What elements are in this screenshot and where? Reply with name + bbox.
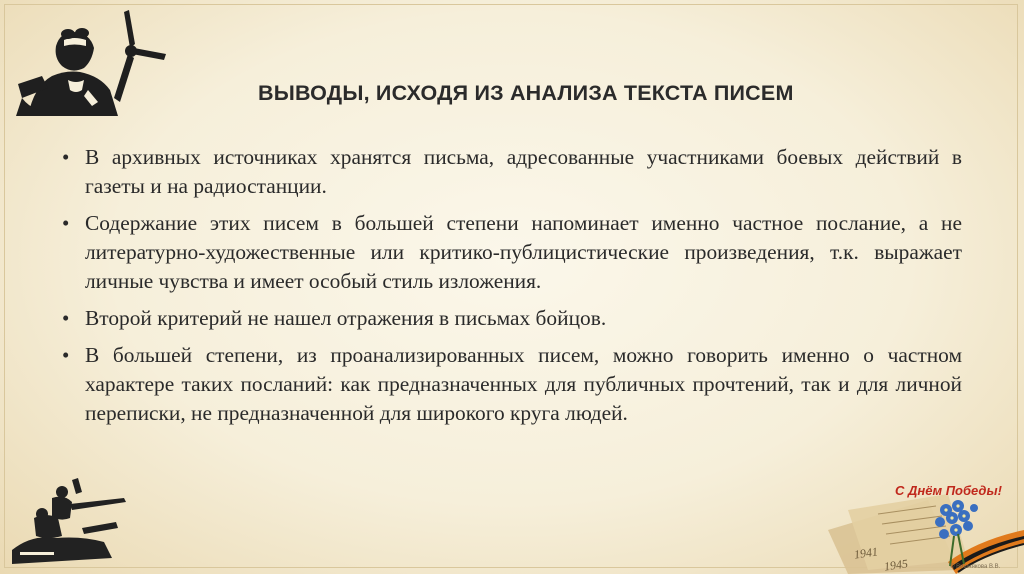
year-end: 1945: [883, 556, 909, 574]
bullet-text: Содержание этих писем в большей степени напоминает именно частное послание, а не литературно-художественные или критико-публицистические произведения, т.к. выражает личные чувства и имеет особый стиль изложения.: [85, 211, 962, 293]
bullet-marker: •: [62, 211, 70, 235]
list-item: [62, 341, 962, 428]
year-start: 1941: [853, 544, 879, 562]
list-item: [62, 143, 962, 201]
bullet-marker: •: [62, 343, 70, 367]
bullet-text: В большей степени, из проанализированных писем, можно говорить именно о частном характере таких посланий: как предназначенных для публичных прочтений, так и для личной переписки, не предназначенной для широкого круга людей.: [85, 343, 962, 425]
bullet-marker: •: [62, 145, 70, 169]
victory-greeting: С Днём Победы!: [895, 483, 1002, 498]
list-item: [62, 209, 962, 296]
soldiers-illustration: [12, 478, 137, 570]
slide-title: ВЫВОДЫ, ИСХОДЯ ИЗ АНАЛИЗА ТЕКСТА ПИСЕМ: [258, 81, 794, 106]
bullet-marker: •: [62, 306, 70, 330]
list-item: [62, 304, 962, 333]
bullet-text: Второй критерий не нашел отражения в письмах бойцов.: [85, 306, 607, 330]
bullet-text: В архивных источниках хранятся письма, адресованные участниками боевых действий в газеты и на радиостанции.: [85, 145, 962, 198]
author-credit: © Вишнякова В.В.: [950, 564, 1001, 570]
pilot-illustration: [8, 6, 173, 118]
bullet-list: [62, 143, 962, 436]
